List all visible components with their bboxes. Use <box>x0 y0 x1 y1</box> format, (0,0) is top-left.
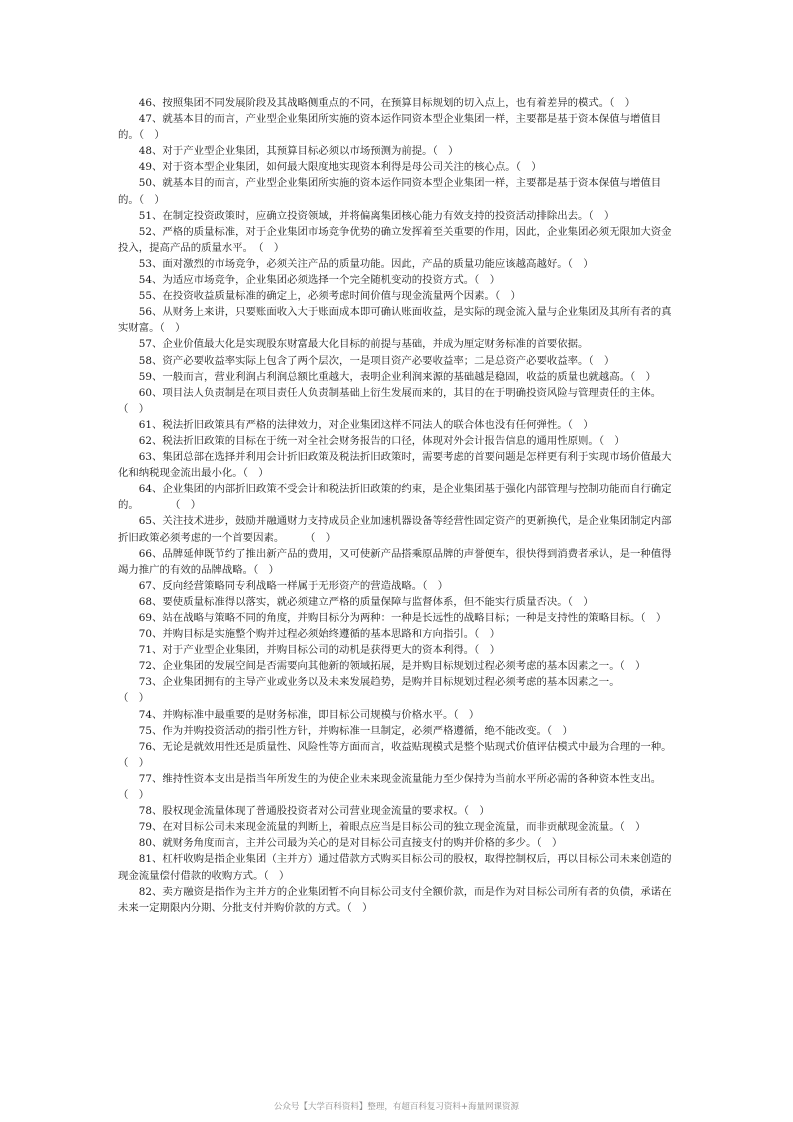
question-82: 82、卖方融资是指作为主并方的企业集团暂不向目标公司支付全额价款，而是作为对目标公司所有者的负债，承诺在未来一定期限内分期、分批支付并购价款的方式。（ ） <box>118 885 672 914</box>
question-79: 79、在对目标公司未来现金流量的判断上，着眼点应当是目标公司的独立现金流量，而非贡献现金流量。（ ） <box>138 821 646 834</box>
question-56: 56、从财务上来讲，只要账面收入大于账面成本即可确认账面收益，是实际的现金流入量与企业集团及其所有者的真实财富。（ ） <box>118 306 672 335</box>
question-65: 65、关注技术进步，鼓励并融通财力支持成员企业加速机器设备等经营性固定资产的更新换代，是企业集团制定内部折旧政策必须考虑的一个首要因素。 （ ） <box>118 515 672 544</box>
question-54: 54、为适应市场竞争，企业集团必须选择一个完全随机变动的投资方式。（ ） <box>138 274 501 287</box>
question-52: 52、严格的质量标准，对于企业集团市场竞争优势的确立发挥着至关重要的作用，因此，企业集团必须无限加大资金投入，提高产品的质量水平。 （ ） <box>118 225 672 254</box>
question-66: 66、品牌延伸既节约了推出新产品的费用，又可使新产品搭乘原品牌的声誉便车，很快得到消费者承认，是一种值得竭力推广的有效的品牌战略。（ ） <box>118 547 672 576</box>
question-61: 61、税法折旧政策具有严格的法律效力，对企业集团这样不同法人的联合体也没有任何弹性。（ ） <box>138 418 594 431</box>
question-69: 69、站在战略与策略不同的角度，并购目标分为两种：一种是长远性的战略目标；一种是支持性的策略目标。（ ） <box>138 612 667 624</box>
question-list <box>118 95 771 916</box>
question-60: 60、项目法人负责制是在项目责任人负责制基础上衍生发展而来的，其目的在于明确投资风险与管理责任的主体。（ ） <box>118 386 662 415</box>
question-67: 67、反向经营策略同专利战略一样属于无形资产的营造战略。（ ） <box>138 579 449 592</box>
question-81: 81、杠杆收购是指企业集团（主并方）通过借款方式购买目标公司的股权，取得控制权后，再以目标公司未来创造的现金流量偿付借款的收购方式。（ ） <box>118 853 672 882</box>
question-58: 58、资产必要收益率实际上包含了两个层次，一是项目资产必要收益率；二是总资产必要收益率。（ ） <box>138 354 615 367</box>
question-47: 47、就基本目的而言，产业型企业集团所实施的资本运作同资本型企业集团一样，主要都是基于资本保值与增值目的。（ ） <box>118 113 662 142</box>
question-75: 75、作为并购投资活动的指引性方针，并购标准一旦制定，必须严格遵循，绝不能改变。（ ） <box>138 724 573 737</box>
question-50: 50、就基本目的而言，产业型企业集团所实施的资本运作同资本型企业集团一样，主要都是基于资本保值与增值目的。（ ） <box>118 177 662 206</box>
question-49: 49、对于资本型企业集团，如何最大限度地实现资本利得是母公司关注的核心点。（ ） <box>138 161 542 174</box>
question-48: 48、对于产业型企业集团，其预算目标必须以市场预测为前提。（ ） <box>138 145 459 158</box>
question-77: 77、维持性资本支出是指当年所发生的为使企业未来现金流量能力至少保持为当前水平所必需的各种资本性支出。（ ） <box>118 772 662 802</box>
question-72: 72、企业集团的发展空间是否需要向其他新的领域拓展，是并购目标规划过程必须考虑的基本因素之一。（ ） <box>138 660 646 673</box>
question-73: 73、企业集团拥有的主导产业或业务以及未来发展趋势，是购并目标规划过程必须考虑的基本因素之一。 （ ） <box>118 676 771 705</box>
question-55: 55、在投资收益质量标准的确定上，必须考虑时间价值与现金流量两个因素。（ ） <box>138 290 521 303</box>
question-76: 76、无论是就效用性还是质量性、风险性等方面而言，收益贴现模式是整个贴现式价值评估模式中最为合理的一种。（ ） <box>118 740 672 769</box>
question-78: 78、股权现金流量体现了普通股投资者对公司营业现金流量的要求权。（ ） <box>138 805 490 818</box>
question-71: 71、对于产业型企业集团，并购目标公司的动机是获得更大的资本利得。（ ） <box>138 644 501 657</box>
question-63: 63、集团总部在选择并利用会计折旧政策及税法折旧政策时，需要考虑的首要问题是怎样更有利于实现市场价值最大化和纳税现金流出最小化。（ ） <box>118 451 672 480</box>
footer-watermark-text: 公众号【大学百科资料】整理，有超百科复习资料+海量网课资源 <box>273 1102 520 1112</box>
question-62: 62、税法折旧政策的目标在于统一对全社会财务报告的口径，体现对外会计报告信息的通用性原则。（ ） <box>138 434 625 447</box>
question-64: 64、企业集团的内部折旧政策不受会计和税法折旧政策的约束，是企业集团基于强化内部管理与控制功能而自行确定的。 （ ） <box>118 483 672 512</box>
question-80: 80、就财务角度而言，主并公司最为关心的是对目标公司直接支付的购并价格的多少。（ ） <box>138 837 563 850</box>
question-70: 70、并购目标是实施整个购并过程必须始终遵循的基本思路和方向指引。（ ） <box>138 628 501 641</box>
question-46: 46、按照集团不同发展阶段及其战略侧重点的不同，在预算目标规划的切入点上，也有着差异的模式。（ ） <box>138 97 636 109</box>
question-57: 57、企业价值最大化是实现股东财富最大化目标的前提与基础，并成为厘定财务标准的首要依据。 <box>138 338 589 351</box>
question-74: 74、并购标准中最重要的是财务标准，即目标公司规模与价格水平。（ ） <box>138 708 480 721</box>
question-59: 59、一般而言，营业利润占利润总额比重越大，表明企业利润来源的基础越是稳固，收益的质量也就越高。（ ） <box>138 370 656 383</box>
question-51: 51、在制定投资政策时，应确立投资领域，并将偏离集团核心能力有效支持的投资活动排除出去。（ ） <box>138 209 615 222</box>
question-68: 68、要使质量标准得以落实，就必须建立严格的质量保障与监督体系，但不能实行质量否决。（ ） <box>138 595 594 608</box>
question-53: 53、面对激烈的市场竞争，必须关注产品的质量功能。因此，产品的质量功能应该越高越好。（ ） <box>138 257 594 270</box>
